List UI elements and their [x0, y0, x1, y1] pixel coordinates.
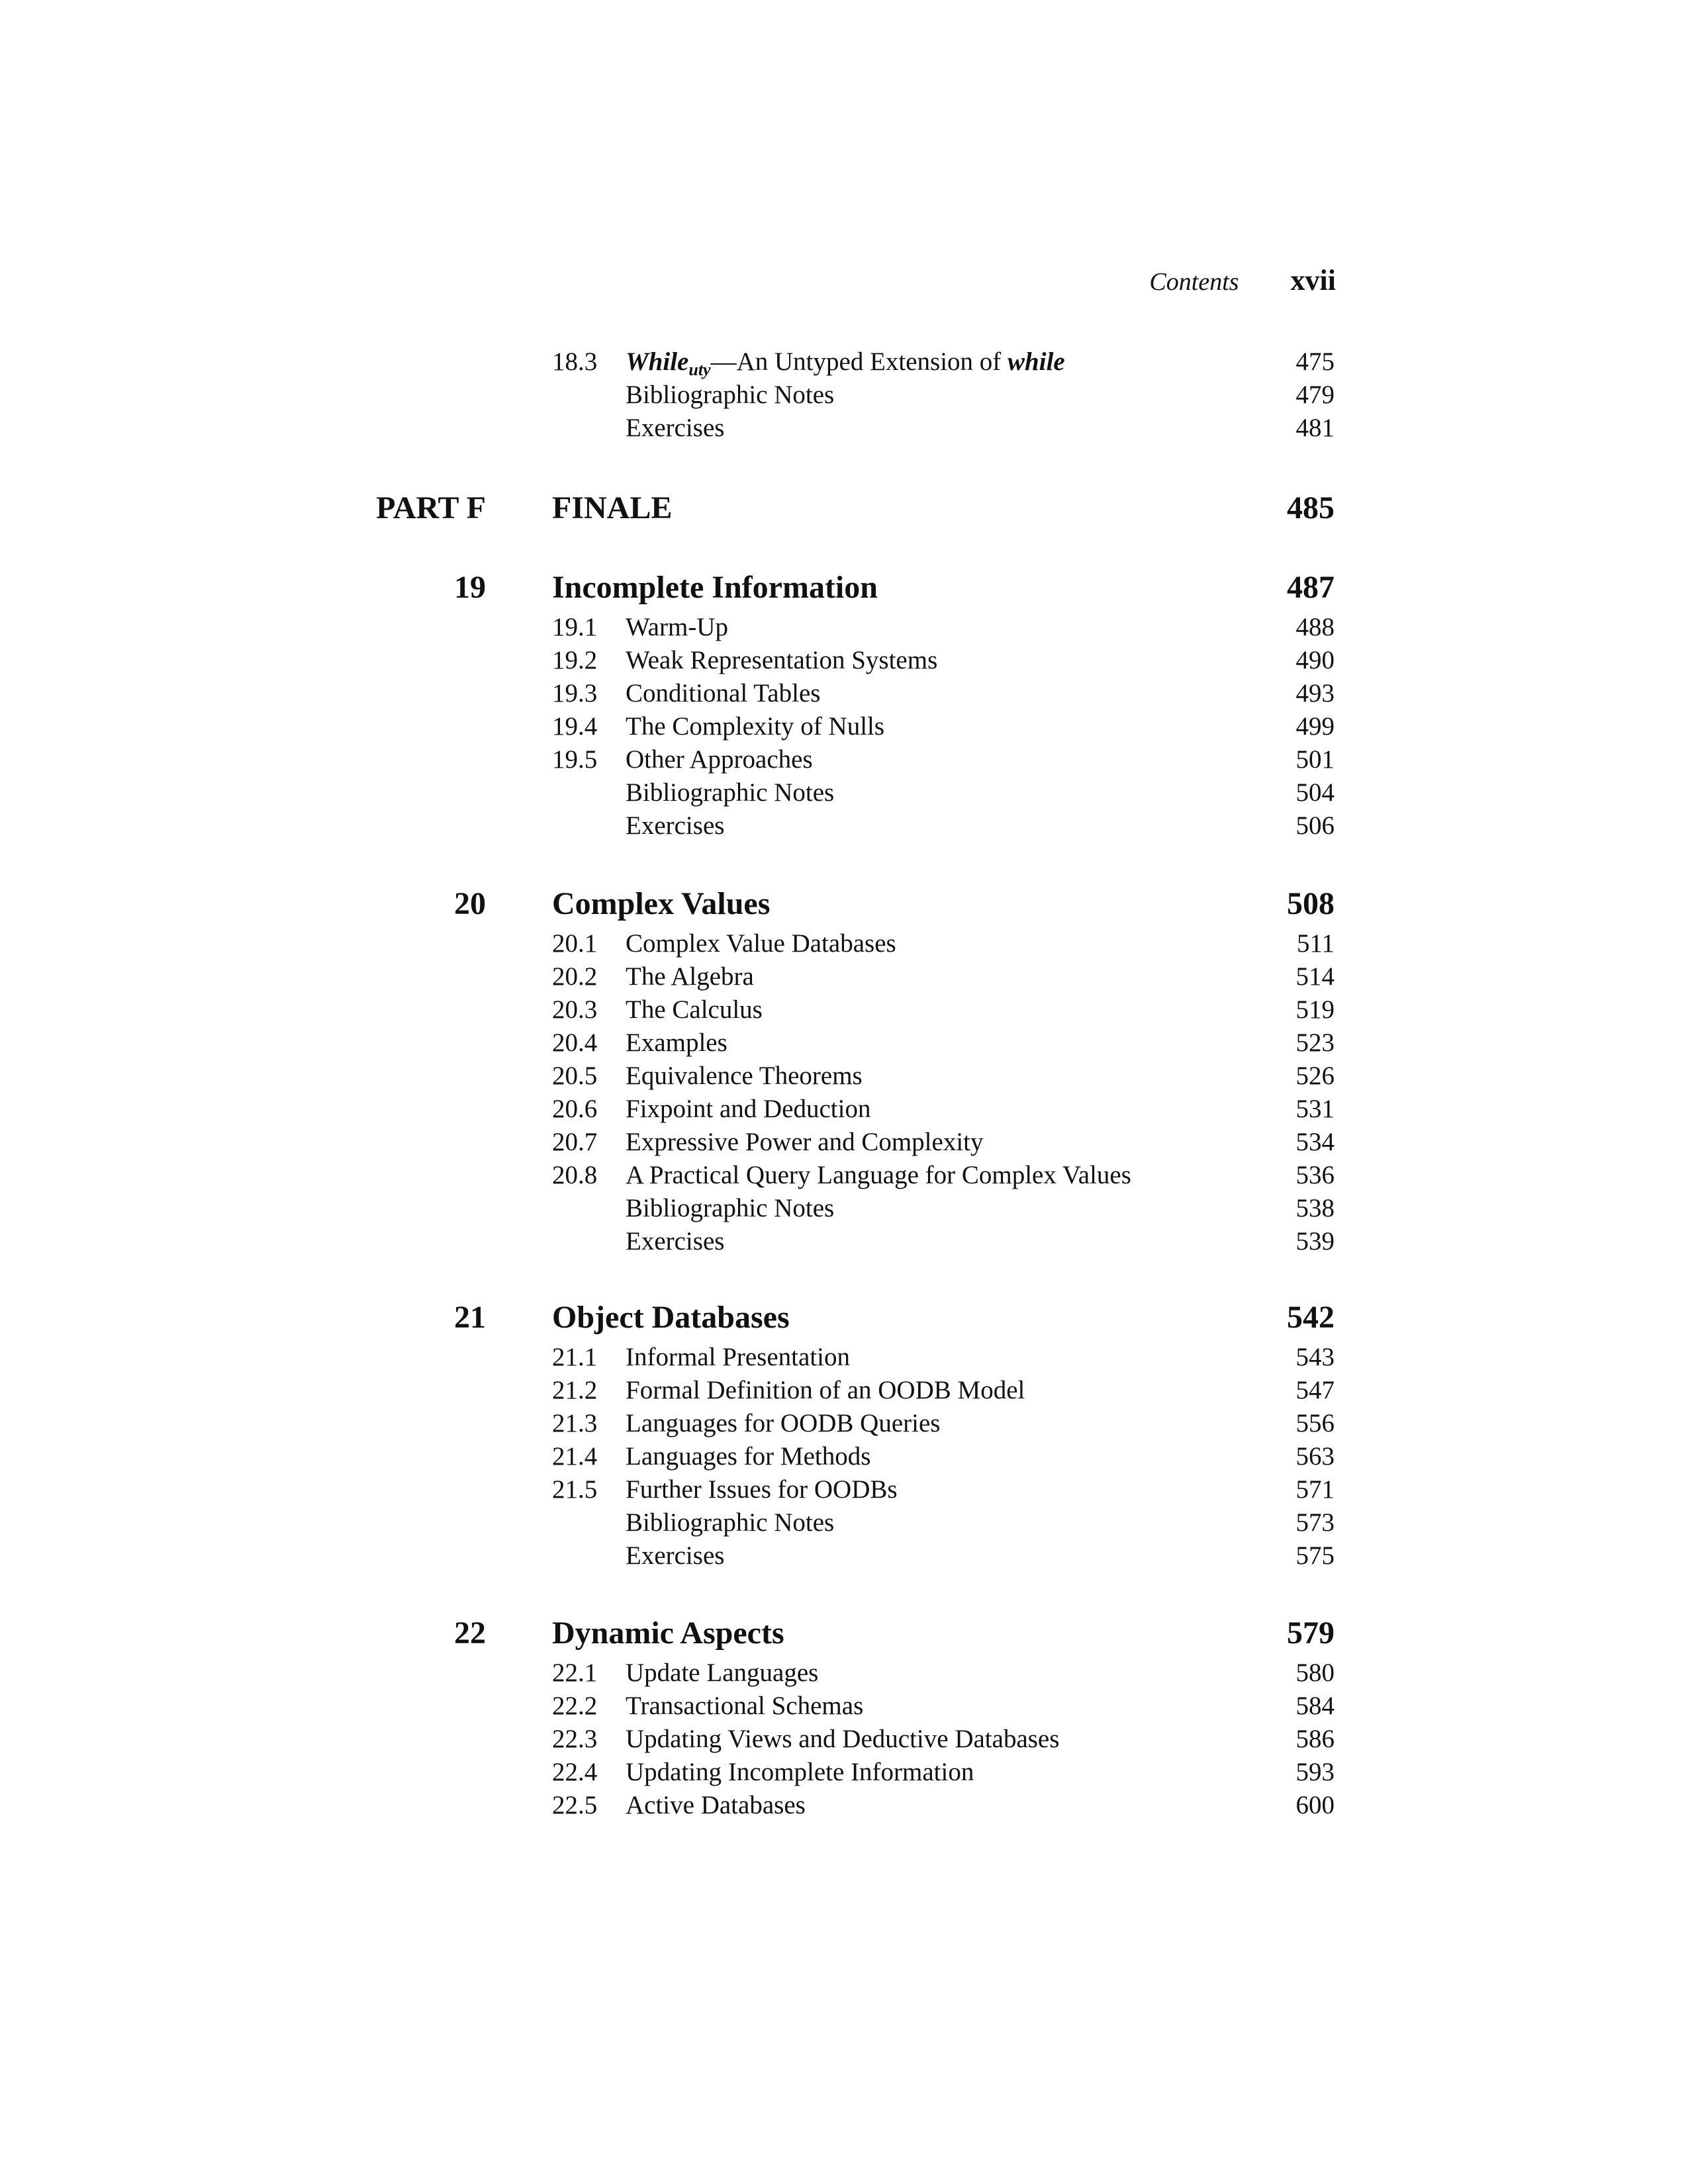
toc-entry	[0, 1475, 1688, 1508]
section-page: 556	[1295, 1409, 1335, 1437]
section-page: 493	[1295, 679, 1335, 707]
toc-entry	[0, 1193, 1688, 1226]
section-number: 19.5	[552, 745, 598, 774]
section-number: 21.2	[552, 1376, 598, 1404]
section-page: 586	[1295, 1725, 1335, 1753]
section-title: Update Languages	[626, 1659, 819, 1687]
section-title: Formal Definition of an OODB Model	[626, 1376, 1025, 1404]
toc-entry	[0, 929, 1688, 962]
toc-entry	[0, 1094, 1688, 1127]
section-page: 506	[1295, 811, 1335, 840]
section-number: 18.3	[552, 347, 598, 376]
section-number: 20.6	[552, 1095, 598, 1123]
section-page: 573	[1295, 1508, 1335, 1537]
section-title: Examples	[626, 1028, 727, 1057]
section-number: 21.1	[552, 1343, 598, 1371]
chapter-title: Object Databases	[552, 1300, 790, 1335]
section-title: Active Databases	[626, 1791, 806, 1819]
toc-entry	[0, 1757, 1688, 1790]
section-number: 22.4	[552, 1758, 598, 1786]
chapter-page: 508	[1287, 886, 1335, 921]
toc-entry	[0, 778, 1688, 811]
section-page: 538	[1295, 1194, 1335, 1222]
toc-entry-18-3	[0, 347, 1688, 380]
running-header	[1149, 263, 1336, 303]
section-title: Exercises	[626, 1541, 725, 1570]
section-title: Further Issues for OODBs	[626, 1475, 898, 1504]
section-page: 539	[1295, 1227, 1335, 1255]
section-title: The Calculus	[626, 995, 763, 1024]
part-page: 485	[1287, 490, 1335, 525]
section-title: Complex Value Databases	[626, 929, 896, 958]
toc-entry	[0, 1375, 1688, 1408]
section-number: 21.4	[552, 1442, 598, 1471]
toc-entry-exercises	[0, 413, 1688, 446]
toc-entry	[0, 1724, 1688, 1757]
section-title: A Practical Query Language for Complex Values	[626, 1161, 1131, 1189]
toc-entry	[0, 1541, 1688, 1574]
section-title: Equivalence Theorems	[626, 1062, 863, 1090]
section-title: Warm-Up	[626, 613, 728, 641]
section-title: Bibliographic Notes	[626, 1508, 835, 1537]
toc-entry	[0, 612, 1688, 645]
section-title: The Complexity of Nulls	[626, 712, 885, 741]
toc-entry	[0, 678, 1688, 711]
section-title-middle: —An Untyped Extension of	[710, 347, 1008, 376]
toc-entry	[0, 1658, 1688, 1691]
section-title: Exercises	[626, 414, 725, 442]
part-label: PART F	[376, 490, 486, 525]
section-title: Bibliographic Notes	[626, 1194, 835, 1222]
section-title: Weak Representation Systems	[626, 646, 938, 674]
section-page: 523	[1295, 1028, 1335, 1057]
section-title: Fixpoint and Deduction	[626, 1095, 871, 1123]
chapter-title: Incomplete Information	[552, 570, 878, 605]
chapter-page: 487	[1287, 570, 1335, 605]
section-title: Bibliographic Notes	[626, 381, 835, 409]
chapter-number: 22	[454, 1615, 486, 1651]
section-number: 20.1	[552, 929, 598, 958]
section-page: 536	[1295, 1161, 1335, 1189]
while-term: while	[1008, 347, 1065, 376]
section-number: 22.2	[552, 1692, 598, 1720]
toc-chapter-heading	[0, 1299, 1688, 1339]
section-title: Updating Incomplete Information	[626, 1758, 974, 1786]
toc-chapter-heading	[0, 569, 1688, 609]
toc-entry-bibliographic-notes	[0, 380, 1688, 413]
toc-entry	[0, 995, 1688, 1028]
section-number: 20.4	[552, 1028, 598, 1057]
section-title: Expressive Power and Complexity	[626, 1128, 984, 1156]
section-title: Transactional Schemas	[626, 1692, 864, 1720]
toc-entry	[0, 745, 1688, 778]
section-page: 499	[1295, 712, 1335, 741]
section-page: 504	[1295, 778, 1335, 807]
toc-entry	[0, 1508, 1688, 1541]
chapter-number: 21	[454, 1300, 486, 1335]
section-page: 580	[1295, 1659, 1335, 1687]
toc-chapter-heading	[0, 886, 1688, 925]
section-number: 20.5	[552, 1062, 598, 1090]
section-page: 481	[1295, 414, 1335, 442]
section-page: 593	[1295, 1758, 1335, 1786]
section-title: Updating Views and Deductive Databases	[626, 1725, 1060, 1753]
section-number: 19.4	[552, 712, 598, 741]
section-title	[626, 347, 1065, 380]
toc-entry	[0, 1127, 1688, 1160]
section-title: Informal Presentation	[626, 1343, 850, 1371]
section-number: 22.5	[552, 1791, 598, 1819]
toc-entry	[0, 1061, 1688, 1094]
section-page: 600	[1295, 1791, 1335, 1819]
section-page: 475	[1295, 347, 1335, 376]
section-page: 563	[1295, 1442, 1335, 1471]
section-number: 22.1	[552, 1659, 598, 1687]
section-page: 501	[1295, 745, 1335, 774]
section-number: 20.2	[552, 962, 598, 991]
section-page: 531	[1295, 1095, 1335, 1123]
section-number: 20.7	[552, 1128, 598, 1156]
toc-entry	[0, 1408, 1688, 1441]
toc-entry	[0, 811, 1688, 844]
toc-entry	[0, 1342, 1688, 1375]
section-title: The Algebra	[626, 962, 754, 991]
section-number: 21.5	[552, 1475, 598, 1504]
chapter-number: 20	[454, 886, 486, 921]
section-page: 488	[1295, 613, 1335, 641]
section-page: 514	[1295, 962, 1335, 991]
section-title: Conditional Tables	[626, 679, 821, 707]
section-page: 490	[1295, 646, 1335, 674]
section-title: Languages for OODB Queries	[626, 1409, 941, 1437]
toc-part-heading	[0, 490, 1688, 529]
toc-entry	[0, 1441, 1688, 1475]
toc-entry	[0, 645, 1688, 678]
section-number: 22.3	[552, 1725, 598, 1753]
section-page: 547	[1295, 1376, 1335, 1404]
section-page: 526	[1295, 1062, 1335, 1090]
section-number: 19.3	[552, 679, 598, 707]
section-title: Languages for Methods	[626, 1442, 871, 1471]
toc-entry	[0, 1028, 1688, 1061]
toc-chapter-heading	[0, 1615, 1688, 1655]
section-page: 584	[1295, 1692, 1335, 1720]
section-page: 519	[1295, 995, 1335, 1024]
section-page: 575	[1295, 1541, 1335, 1570]
chapter-page: 542	[1287, 1300, 1335, 1335]
section-title: Exercises	[626, 811, 725, 840]
section-number: 20.3	[552, 995, 598, 1024]
section-title: Other Approaches	[626, 745, 813, 774]
section-page: 571	[1295, 1475, 1335, 1504]
section-number: 20.8	[552, 1161, 598, 1189]
running-title: Contents	[1149, 268, 1239, 296]
while-uty-term: While	[626, 347, 689, 376]
section-page: 543	[1295, 1343, 1335, 1371]
part-title: FINALE	[552, 490, 673, 525]
section-number: 19.2	[552, 646, 598, 674]
section-page: 511	[1296, 929, 1335, 958]
section-title: Exercises	[626, 1227, 725, 1255]
toc-entry	[0, 962, 1688, 995]
toc-entry	[0, 711, 1688, 745]
section-number: 21.3	[552, 1409, 598, 1437]
chapter-title: Dynamic Aspects	[552, 1615, 784, 1651]
toc-entry	[0, 1691, 1688, 1724]
chapter-title: Complex Values	[552, 886, 771, 921]
section-page: 534	[1295, 1128, 1335, 1156]
toc-entry	[0, 1790, 1688, 1823]
page-number: xvii	[1290, 264, 1336, 296]
uty-subscript: uty	[688, 360, 711, 379]
toc-entry	[0, 1226, 1688, 1259]
toc-entry	[0, 1160, 1688, 1193]
section-page: 479	[1295, 381, 1335, 409]
chapter-page: 579	[1287, 1615, 1335, 1651]
section-title: Bibliographic Notes	[626, 778, 835, 807]
chapter-number: 19	[454, 570, 486, 605]
section-number: 19.1	[552, 613, 598, 641]
